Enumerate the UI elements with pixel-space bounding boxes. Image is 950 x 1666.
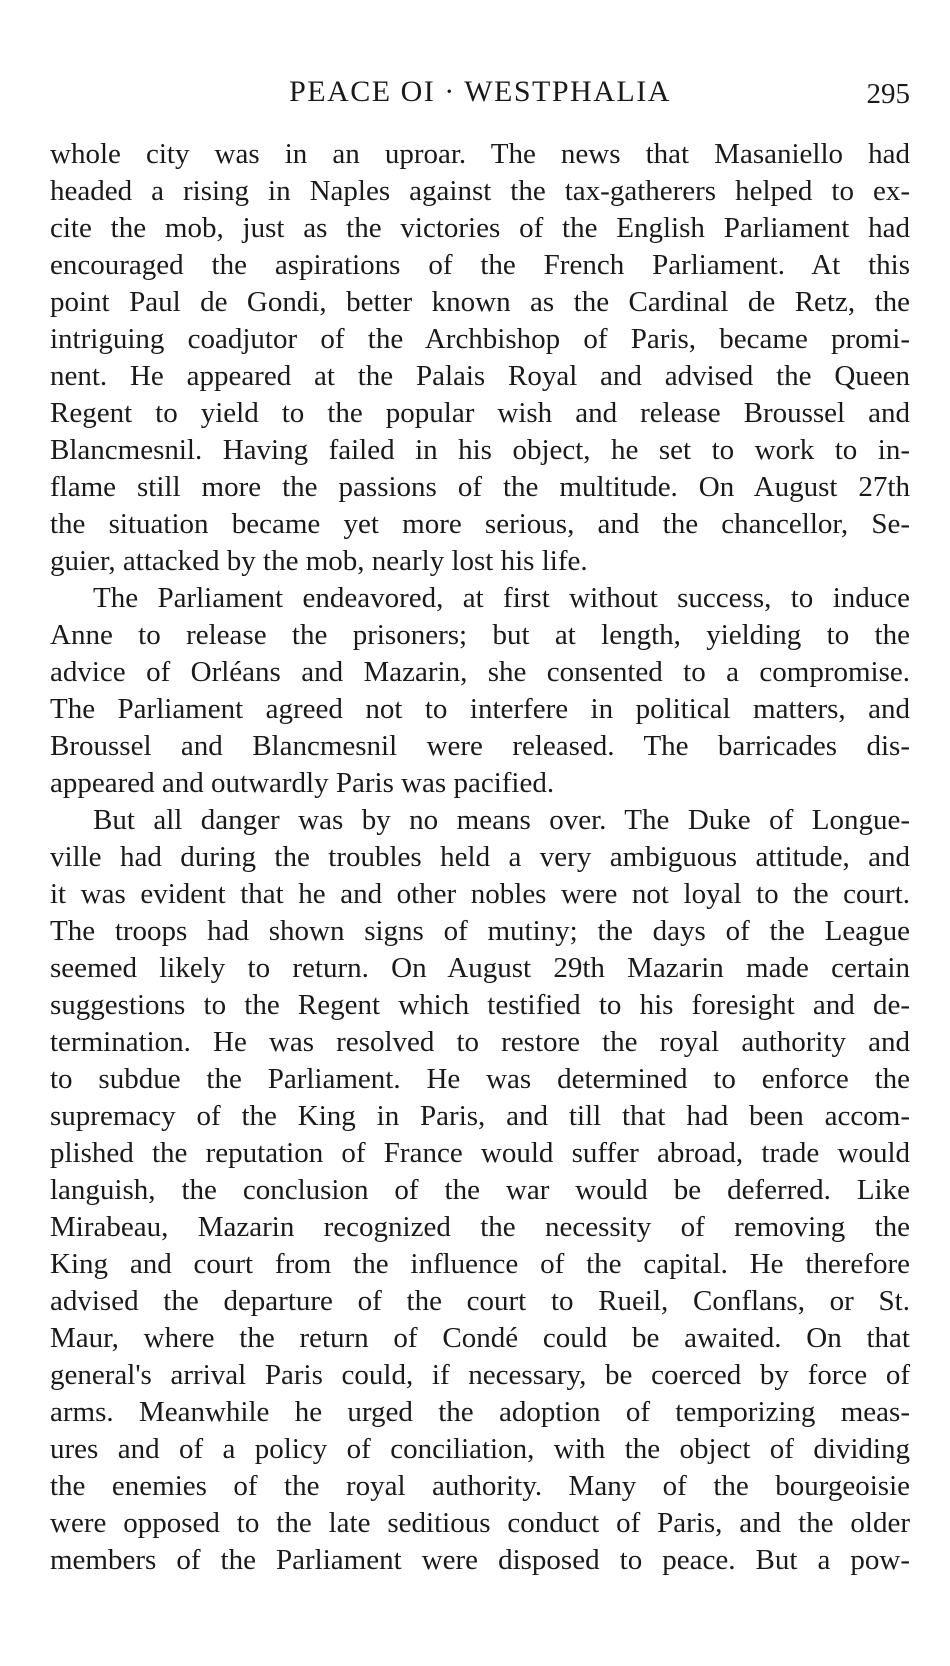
text-line: Mirabeau, Mazarin recognized the necessity of removing the — [50, 1211, 910, 1243]
text-line: The Parliament agreed not to interfere in political matters, and — [50, 693, 910, 725]
text-line: King and court from the influence of the capital. He therefore — [50, 1248, 910, 1280]
paragraph-2 — [50, 580, 910, 802]
paragraph-3 — [50, 802, 910, 1579]
text-line: plished the reputation of France would suffer abroad, trade would — [50, 1137, 910, 1169]
text-line: point Paul de Gondi, better known as the Cardinal de Retz, the — [50, 286, 910, 318]
text-line: seemed likely to return. On August 29th Mazarin made certain — [50, 952, 910, 984]
text-line: guier, attacked by the mob, nearly lost his life. — [50, 545, 588, 577]
text-line: headed a rising in Naples against the tax-gatherers helped to ex- — [50, 175, 910, 207]
text-line: Blancmesnil. Having failed in his object, he set to work to in- — [50, 434, 910, 466]
text-line: arms. Meanwhile he urged the adoption of temporizing meas- — [50, 1396, 910, 1428]
text-line: Broussel and Blancmesnil were released. The barricades dis- — [50, 730, 910, 762]
text-line: Regent to yield to the popular wish and release Broussel and — [50, 397, 910, 429]
text-line: it was evident that he and other nobles were not loyal to the court. — [50, 878, 910, 910]
text-line: the situation became yet more serious, and the chancellor, Se- — [50, 508, 910, 540]
running-head — [50, 72, 910, 112]
paragraph-1 — [50, 136, 910, 580]
text-line: general's arrival Paris could, if necessary, be coerced by force of — [50, 1359, 910, 1391]
text-line: The Parliament endeavored, at first without success, to induce — [93, 582, 910, 614]
text-line: advice of Orléans and Mazarin, she consented to a compromise. — [50, 656, 910, 688]
text-line: But all danger was by no means over. The Duke of Longue- — [93, 804, 910, 836]
text-line: to subdue the Parliament. He was determined to enforce the — [50, 1063, 910, 1095]
running-title: PEACE OI · WESTPHALIA — [289, 75, 671, 108]
text-line: supremacy of the King in Paris, and till that had been accom- — [50, 1100, 910, 1132]
text-line: members of the Parliament were disposed to peace. But a pow- — [50, 1544, 910, 1576]
text-line: appeared and outwardly Paris was pacified. — [50, 767, 555, 799]
text-line: The troops had shown signs of mutiny; the days of the League — [50, 915, 910, 947]
text-line: ures and of a policy of conciliation, with the object of dividing — [50, 1433, 910, 1465]
text-line: the enemies of the royal authority. Many of the bourgeoisie — [50, 1470, 910, 1502]
text-line: Maur, where the return of Condé could be awaited. On that — [50, 1322, 910, 1354]
page-number: 295 — [866, 78, 910, 110]
text-line: intriguing coadjutor of the Archbishop of Paris, became promi- — [50, 323, 910, 355]
text-line: nent. He appeared at the Palais Royal and advised the Queen — [50, 360, 910, 392]
text-line: were opposed to the late seditious conduct of Paris, and the older — [50, 1507, 910, 1539]
text-line: termination. He was resolved to restore the royal authority and — [50, 1026, 910, 1058]
text-line: languish, the conclusion of the war would be deferred. Like — [50, 1174, 910, 1206]
text-line: encouraged the aspirations of the French Parliament. At this — [50, 249, 910, 281]
text-line: suggestions to the Regent which testified to his foresight and de- — [50, 989, 910, 1021]
text-line: whole city was in an uproar. The news that Masaniello had — [50, 138, 910, 170]
body-text — [50, 136, 910, 1579]
text-line: flame still more the passions of the multitude. On August 27th — [50, 471, 910, 503]
text-line: cite the mob, just as the victories of the English Parliament had — [50, 212, 910, 244]
text-line: ville had during the troubles held a very ambiguous attitude, and — [50, 841, 910, 873]
text-line: advised the departure of the court to Rueil, Conflans, or St. — [50, 1285, 910, 1317]
text-line: Anne to release the prisoners; but at length, yielding to the — [50, 619, 910, 651]
